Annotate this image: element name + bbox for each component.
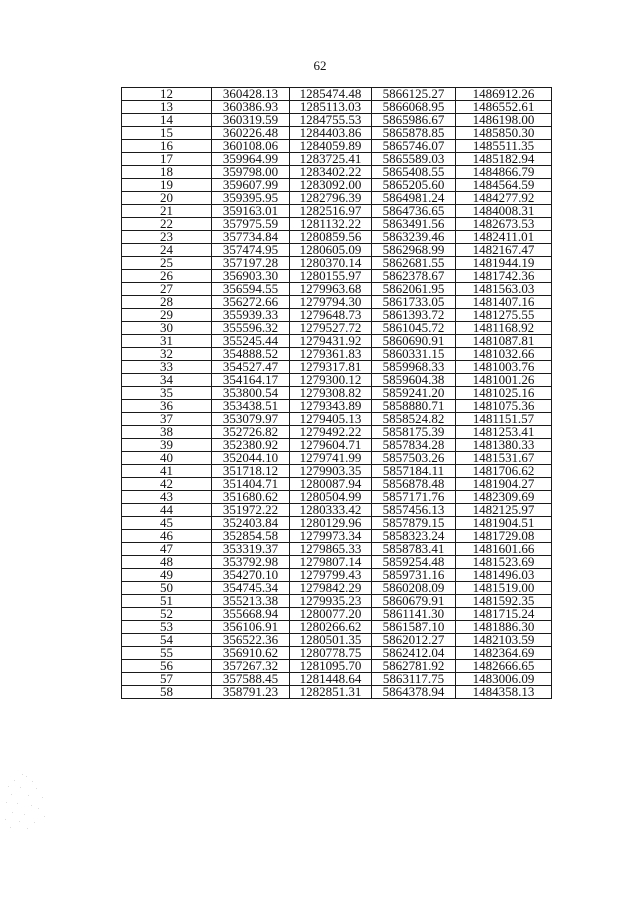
coordinate-y2-cell: 1481601.66 (456, 543, 552, 556)
coordinate-y2-cell: 1481563.03 (456, 283, 552, 296)
point-number-cell: 54 (122, 634, 212, 647)
table-row (122, 179, 552, 192)
point-number-cell: 16 (122, 140, 212, 153)
coordinate-y2-cell: 1482167.47 (456, 244, 552, 257)
table-row (122, 322, 552, 335)
coordinate-y2-cell: 1481523.69 (456, 556, 552, 569)
coordinate-y1-cell: 1280501.35 (290, 634, 372, 647)
coordinate-x1-cell: 357975.59 (212, 218, 290, 231)
coordinate-x1-cell: 353438.51 (212, 400, 290, 413)
point-number-cell: 57 (122, 673, 212, 686)
coordinate-x2-cell: 5857879.15 (372, 517, 456, 530)
table-row (122, 686, 552, 699)
coordinate-x1-cell: 353792.98 (212, 556, 290, 569)
coordinate-y1-cell: 1279973.34 (290, 530, 372, 543)
coordinate-y2-cell: 1485511.35 (456, 140, 552, 153)
coordinate-x2-cell: 5861587.10 (372, 621, 456, 634)
coordinate-x1-cell: 360108.06 (212, 140, 290, 153)
table-row (122, 153, 552, 166)
table-row (122, 296, 552, 309)
coordinate-x2-cell: 5859731.16 (372, 569, 456, 582)
table-row (122, 244, 552, 257)
table-row (122, 647, 552, 660)
coordinate-x1-cell: 351718.12 (212, 465, 290, 478)
coordinate-y2-cell: 1481904.27 (456, 478, 552, 491)
coordinate-y1-cell: 1283092.00 (290, 179, 372, 192)
coordinate-x1-cell: 359395.95 (212, 192, 290, 205)
coordinate-x2-cell: 5857184.11 (372, 465, 456, 478)
coordinate-x1-cell: 356594.55 (212, 283, 290, 296)
coordinate-x1-cell: 356910.62 (212, 647, 290, 660)
point-number-cell: 13 (122, 101, 212, 114)
coordinate-x2-cell: 5861393.72 (372, 309, 456, 322)
coordinate-x2-cell: 5864981.24 (372, 192, 456, 205)
coordinate-y1-cell: 1279308.82 (290, 387, 372, 400)
table-row (122, 218, 552, 231)
coordinate-y1-cell: 1280087.94 (290, 478, 372, 491)
coordinate-x1-cell: 357588.45 (212, 673, 290, 686)
coordinate-y2-cell: 1482411.01 (456, 231, 552, 244)
table-row (122, 634, 552, 647)
coordinate-x1-cell: 355213.38 (212, 595, 290, 608)
point-number-cell: 32 (122, 348, 212, 361)
point-number-cell: 33 (122, 361, 212, 374)
table-row (122, 413, 552, 426)
coordinate-x2-cell: 5865589.03 (372, 153, 456, 166)
coordinate-x2-cell: 5858323.24 (372, 530, 456, 543)
coordinate-x1-cell: 352044.10 (212, 452, 290, 465)
coordinate-y2-cell: 1486198.00 (456, 114, 552, 127)
coordinate-x1-cell: 358791.23 (212, 686, 290, 699)
coordinate-x2-cell: 5862781.92 (372, 660, 456, 673)
coordinate-y2-cell: 1486912.26 (456, 88, 552, 101)
coordinate-x1-cell: 354745.34 (212, 582, 290, 595)
coordinate-y1-cell: 1281095.70 (290, 660, 372, 673)
point-number-cell: 52 (122, 608, 212, 621)
coordinate-y1-cell: 1282796.39 (290, 192, 372, 205)
coordinate-x1-cell: 360386.93 (212, 101, 290, 114)
coordinate-x1-cell: 351404.71 (212, 478, 290, 491)
coordinate-x2-cell: 5858524.82 (372, 413, 456, 426)
point-number-cell: 45 (122, 517, 212, 530)
point-number-cell: 29 (122, 309, 212, 322)
page-number: 62 (313, 58, 327, 73)
point-number-cell: 26 (122, 270, 212, 283)
coordinate-x2-cell: 5860208.09 (372, 582, 456, 595)
coordinate-y2-cell: 1481407.16 (456, 296, 552, 309)
point-number-cell: 35 (122, 387, 212, 400)
table-row (122, 283, 552, 296)
table-row (122, 621, 552, 634)
coordinate-x2-cell: 5862061.95 (372, 283, 456, 296)
coordinate-x1-cell: 357474.95 (212, 244, 290, 257)
coordinate-x1-cell: 355668.94 (212, 608, 290, 621)
coordinate-y1-cell: 1284755.53 (290, 114, 372, 127)
coordinate-x2-cell: 5861141.30 (372, 608, 456, 621)
coordinate-x1-cell: 359163.01 (212, 205, 290, 218)
coordinate-y1-cell: 1284059.89 (290, 140, 372, 153)
coordinate-y1-cell: 1279492.22 (290, 426, 372, 439)
table-row (122, 101, 552, 114)
coordinate-x1-cell: 355596.32 (212, 322, 290, 335)
point-number-cell: 12 (122, 88, 212, 101)
coordinate-y1-cell: 1283402.22 (290, 166, 372, 179)
coordinate-y2-cell: 1481380.33 (456, 439, 552, 452)
table-row (122, 556, 552, 569)
coordinate-y2-cell: 1481032.66 (456, 348, 552, 361)
coordinate-y1-cell: 1282516.97 (290, 205, 372, 218)
table-row (122, 270, 552, 283)
point-number-cell: 43 (122, 491, 212, 504)
point-number-cell: 47 (122, 543, 212, 556)
coordinate-x1-cell: 357267.32 (212, 660, 290, 673)
table-row (122, 335, 552, 348)
point-number-cell: 24 (122, 244, 212, 257)
coordinate-y1-cell: 1281448.64 (290, 673, 372, 686)
table-row (122, 114, 552, 127)
coordinate-y1-cell: 1284403.86 (290, 127, 372, 140)
point-number-cell: 21 (122, 205, 212, 218)
coordinate-y2-cell: 1481275.55 (456, 309, 552, 322)
coordinate-x1-cell: 356106.91 (212, 621, 290, 634)
point-number-cell: 56 (122, 660, 212, 673)
table-row (122, 166, 552, 179)
table-row (122, 374, 552, 387)
coordinate-y1-cell: 1281132.22 (290, 218, 372, 231)
point-number-cell: 19 (122, 179, 212, 192)
point-number-cell: 25 (122, 257, 212, 270)
coordinate-x2-cell: 5864736.65 (372, 205, 456, 218)
coordinate-y1-cell: 1280129.96 (290, 517, 372, 530)
table-row (122, 465, 552, 478)
coordinate-x2-cell: 5865986.67 (372, 114, 456, 127)
coordinate-x2-cell: 5861045.72 (372, 322, 456, 335)
coordinate-x1-cell: 357734.84 (212, 231, 290, 244)
point-number-cell: 15 (122, 127, 212, 140)
coordinate-y2-cell: 1481087.81 (456, 335, 552, 348)
scan-artifact (2, 772, 50, 832)
coordinate-y1-cell: 1280778.75 (290, 647, 372, 660)
coordinate-y1-cell: 1280504.99 (290, 491, 372, 504)
coordinate-y1-cell: 1282851.31 (290, 686, 372, 699)
coordinate-y2-cell: 1481729.08 (456, 530, 552, 543)
coordinate-y2-cell: 1484866.79 (456, 166, 552, 179)
coordinate-y2-cell: 1482309.69 (456, 491, 552, 504)
coordinate-y1-cell: 1279300.12 (290, 374, 372, 387)
table-row (122, 88, 552, 101)
coordinate-x2-cell: 5858783.41 (372, 543, 456, 556)
coordinates-table (121, 87, 552, 699)
point-number-cell: 27 (122, 283, 212, 296)
point-number-cell: 23 (122, 231, 212, 244)
coordinate-y2-cell: 1481742.36 (456, 270, 552, 283)
coordinate-y2-cell: 1485850.30 (456, 127, 552, 140)
coordinate-x1-cell: 356522.36 (212, 634, 290, 647)
coordinate-x2-cell: 5857456.13 (372, 504, 456, 517)
coordinate-x1-cell: 354164.17 (212, 374, 290, 387)
table-row (122, 608, 552, 621)
coordinate-y2-cell: 1486552.61 (456, 101, 552, 114)
coordinate-x1-cell: 354888.52 (212, 348, 290, 361)
table-row (122, 660, 552, 673)
point-number-cell: 49 (122, 569, 212, 582)
coordinate-x2-cell: 5866068.95 (372, 101, 456, 114)
coordinate-x1-cell: 360226.48 (212, 127, 290, 140)
coordinate-x2-cell: 5862012.27 (372, 634, 456, 647)
coordinate-x2-cell: 5862412.04 (372, 647, 456, 660)
coordinate-y2-cell: 1482125.97 (456, 504, 552, 517)
point-number-cell: 20 (122, 192, 212, 205)
coordinate-y1-cell: 1285474.48 (290, 88, 372, 101)
coordinate-x2-cell: 5865205.60 (372, 179, 456, 192)
coordinate-x1-cell: 356903.30 (212, 270, 290, 283)
point-number-cell: 50 (122, 582, 212, 595)
coordinate-x2-cell: 5866125.27 (372, 88, 456, 101)
coordinate-x2-cell: 5856878.48 (372, 478, 456, 491)
table-row (122, 582, 552, 595)
coordinate-y2-cell: 1483006.09 (456, 673, 552, 686)
coordinate-x2-cell: 5860690.91 (372, 335, 456, 348)
coordinate-y1-cell: 1285113.03 (290, 101, 372, 114)
table-row (122, 491, 552, 504)
coordinate-y1-cell: 1279794.30 (290, 296, 372, 309)
coordinate-x2-cell: 5857171.76 (372, 491, 456, 504)
coordinate-y1-cell: 1280266.62 (290, 621, 372, 634)
coordinate-x1-cell: 356272.66 (212, 296, 290, 309)
coordinate-x1-cell: 355245.44 (212, 335, 290, 348)
coordinate-x2-cell: 5865746.07 (372, 140, 456, 153)
coordinate-x1-cell: 351972.22 (212, 504, 290, 517)
point-number-cell: 28 (122, 296, 212, 309)
coordinate-y2-cell: 1484277.92 (456, 192, 552, 205)
coordinate-y1-cell: 1279604.71 (290, 439, 372, 452)
point-number-cell: 41 (122, 465, 212, 478)
table-row (122, 140, 552, 153)
coordinate-y2-cell: 1481944.19 (456, 257, 552, 270)
coordinates-table-body (122, 88, 552, 699)
coordinate-y2-cell: 1481706.62 (456, 465, 552, 478)
table-row (122, 517, 552, 530)
point-number-cell: 48 (122, 556, 212, 569)
coordinate-x2-cell: 5857834.28 (372, 439, 456, 452)
coordinate-y2-cell: 1481253.41 (456, 426, 552, 439)
table-row (122, 439, 552, 452)
coordinate-x1-cell: 360319.59 (212, 114, 290, 127)
table-row (122, 400, 552, 413)
table-row (122, 387, 552, 400)
coordinate-y2-cell: 1481003.76 (456, 361, 552, 374)
table-row (122, 595, 552, 608)
coordinate-y1-cell: 1280077.20 (290, 608, 372, 621)
table-row (122, 673, 552, 686)
point-number-cell: 46 (122, 530, 212, 543)
coordinate-y1-cell: 1279963.68 (290, 283, 372, 296)
coordinate-x1-cell: 353319.37 (212, 543, 290, 556)
coordinate-x1-cell: 359964.99 (212, 153, 290, 166)
coordinate-x2-cell: 5862378.67 (372, 270, 456, 283)
point-number-cell: 44 (122, 504, 212, 517)
coordinate-x2-cell: 5864378.94 (372, 686, 456, 699)
coordinate-x2-cell: 5859241.20 (372, 387, 456, 400)
table-row (122, 192, 552, 205)
coordinate-x2-cell: 5858880.71 (372, 400, 456, 413)
coordinate-y1-cell: 1283725.41 (290, 153, 372, 166)
coordinate-x2-cell: 5860331.15 (372, 348, 456, 361)
table-row (122, 127, 552, 140)
point-number-cell: 53 (122, 621, 212, 634)
coordinate-y1-cell: 1279317.81 (290, 361, 372, 374)
table-row (122, 569, 552, 582)
coordinate-x1-cell: 357197.28 (212, 257, 290, 270)
coordinate-x1-cell: 354527.47 (212, 361, 290, 374)
coordinate-y1-cell: 1279343.89 (290, 400, 372, 413)
coordinate-x2-cell: 5859968.33 (372, 361, 456, 374)
coordinate-y1-cell: 1279431.92 (290, 335, 372, 348)
coordinate-x2-cell: 5859604.38 (372, 374, 456, 387)
point-number-cell: 39 (122, 439, 212, 452)
coordinate-y1-cell: 1280605.09 (290, 244, 372, 257)
coordinate-y2-cell: 1485182.94 (456, 153, 552, 166)
coordinate-x2-cell: 5865408.55 (372, 166, 456, 179)
point-number-cell: 51 (122, 595, 212, 608)
coordinate-x2-cell: 5863239.46 (372, 231, 456, 244)
table-row (122, 348, 552, 361)
coordinate-y2-cell: 1484358.13 (456, 686, 552, 699)
coordinate-y1-cell: 1279842.29 (290, 582, 372, 595)
table-row (122, 257, 552, 270)
coordinate-y1-cell: 1280155.97 (290, 270, 372, 283)
table-row (122, 543, 552, 556)
table-row (122, 205, 552, 218)
point-number-cell: 17 (122, 153, 212, 166)
coordinate-y1-cell: 1279741.99 (290, 452, 372, 465)
point-number-cell: 36 (122, 400, 212, 413)
coordinate-x1-cell: 352854.58 (212, 530, 290, 543)
coordinate-x1-cell: 351680.62 (212, 491, 290, 504)
coordinate-x1-cell: 354270.10 (212, 569, 290, 582)
coordinate-y2-cell: 1481531.67 (456, 452, 552, 465)
coordinate-y1-cell: 1279527.72 (290, 322, 372, 335)
coordinate-x1-cell: 353079.97 (212, 413, 290, 426)
point-number-cell: 55 (122, 647, 212, 660)
table-row (122, 361, 552, 374)
coordinate-x2-cell: 5857503.26 (372, 452, 456, 465)
coordinate-x1-cell: 352403.84 (212, 517, 290, 530)
point-number-cell: 42 (122, 478, 212, 491)
coordinate-x2-cell: 5863117.75 (372, 673, 456, 686)
coordinate-y2-cell: 1481904.51 (456, 517, 552, 530)
table-row (122, 231, 552, 244)
coordinate-y1-cell: 1280333.42 (290, 504, 372, 517)
coordinate-y2-cell: 1481496.03 (456, 569, 552, 582)
coordinate-y2-cell: 1481025.16 (456, 387, 552, 400)
coordinate-x1-cell: 360428.13 (212, 88, 290, 101)
table-row (122, 452, 552, 465)
coordinate-x1-cell: 359607.99 (212, 179, 290, 192)
coordinate-y2-cell: 1484564.59 (456, 179, 552, 192)
table-row (122, 530, 552, 543)
coordinate-y1-cell: 1279405.13 (290, 413, 372, 426)
coordinate-x2-cell: 5865878.85 (372, 127, 456, 140)
coordinate-x2-cell: 5862681.55 (372, 257, 456, 270)
coordinate-y1-cell: 1279807.14 (290, 556, 372, 569)
coordinate-y2-cell: 1484008.31 (456, 205, 552, 218)
coordinate-y2-cell: 1481001.26 (456, 374, 552, 387)
coordinate-y2-cell: 1482666.65 (456, 660, 552, 673)
coordinate-x2-cell: 5863491.56 (372, 218, 456, 231)
point-number-cell: 14 (122, 114, 212, 127)
coordinate-x2-cell: 5859254.48 (372, 556, 456, 569)
table-row (122, 478, 552, 491)
point-number-cell: 30 (122, 322, 212, 335)
coordinate-y2-cell: 1481592.35 (456, 595, 552, 608)
point-number-cell: 18 (122, 166, 212, 179)
coordinate-x2-cell: 5858175.39 (372, 426, 456, 439)
coordinate-x1-cell: 355939.33 (212, 309, 290, 322)
point-number-cell: 22 (122, 218, 212, 231)
coordinate-y2-cell: 1481519.00 (456, 582, 552, 595)
coordinate-y1-cell: 1279799.43 (290, 569, 372, 582)
coordinate-x1-cell: 352726.82 (212, 426, 290, 439)
coordinate-y1-cell: 1280859.56 (290, 231, 372, 244)
coordinate-y2-cell: 1482673.53 (456, 218, 552, 231)
coordinate-y1-cell: 1279865.33 (290, 543, 372, 556)
table-row (122, 504, 552, 517)
coordinate-x1-cell: 353800.54 (212, 387, 290, 400)
coordinate-y1-cell: 1279361.83 (290, 348, 372, 361)
coordinate-y1-cell: 1279648.73 (290, 309, 372, 322)
coordinate-y2-cell: 1481151.57 (456, 413, 552, 426)
coordinate-y2-cell: 1481715.24 (456, 608, 552, 621)
coordinate-x1-cell: 359798.00 (212, 166, 290, 179)
point-number-cell: 38 (122, 426, 212, 439)
table-row (122, 426, 552, 439)
point-number-cell: 40 (122, 452, 212, 465)
coordinate-y2-cell: 1482103.59 (456, 634, 552, 647)
coordinate-y2-cell: 1481886.30 (456, 621, 552, 634)
point-number-cell: 34 (122, 374, 212, 387)
coordinate-x2-cell: 5861733.05 (372, 296, 456, 309)
coordinate-y2-cell: 1481075.36 (456, 400, 552, 413)
point-number-cell: 37 (122, 413, 212, 426)
coordinate-x1-cell: 352380.92 (212, 439, 290, 452)
point-number-cell: 31 (122, 335, 212, 348)
coordinate-x2-cell: 5862968.99 (372, 244, 456, 257)
coordinate-y1-cell: 1279903.35 (290, 465, 372, 478)
coordinate-y2-cell: 1481168.92 (456, 322, 552, 335)
coordinate-x2-cell: 5860679.91 (372, 595, 456, 608)
table-row (122, 309, 552, 322)
coordinate-y2-cell: 1482364.69 (456, 647, 552, 660)
point-number-cell: 58 (122, 686, 212, 699)
coordinate-y1-cell: 1279935.23 (290, 595, 372, 608)
coordinate-y1-cell: 1280370.14 (290, 257, 372, 270)
